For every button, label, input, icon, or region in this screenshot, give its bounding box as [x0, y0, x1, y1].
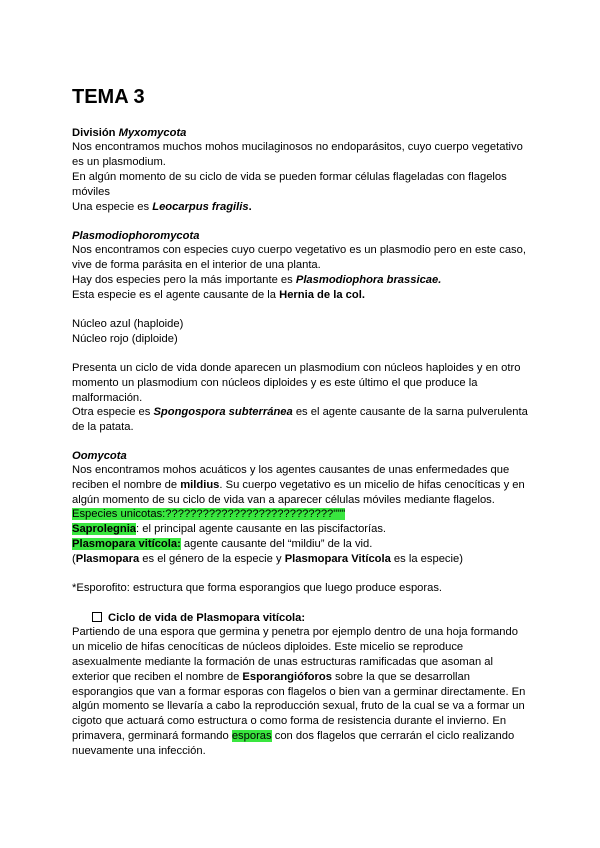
paragraph-line: Nos encontramos con especies cuyo cuerpo vegetativo es un plasmodio pero en este caso, [72, 244, 526, 256]
text: primavera, germinará formando [72, 730, 232, 742]
highlight: esporas [231, 730, 272, 742]
paragraph-line: esporangios que van a formar esporas con flagelos o bien van a germinar directamente. En [72, 686, 526, 698]
text: Otra especie es [72, 406, 154, 418]
text: : el principal agente causante en las piscifactorías. [136, 523, 387, 535]
species-highlight: Plasmopara vitícola: [72, 538, 181, 550]
bold-term: mildius [180, 479, 220, 491]
paragraph-line: algún momento se llevaría a cabo la reproducción sexual, fruto de la cual se va a formar un [72, 700, 525, 712]
text: Hay dos especies pero la más importante es [72, 274, 296, 286]
checklist-label: Ciclo de vida de Plasmopara vitícola: [108, 612, 306, 624]
text: reciben el nombre de [72, 479, 181, 491]
paragraph-line: momento un plasmodium con núcleos diploides y es este último el que produce la [72, 377, 478, 389]
paragraph-line [72, 288, 365, 302]
species-highlight: Saprolegnia [72, 523, 137, 535]
paragraph-line [72, 537, 372, 551]
checklist-item-ciclo [92, 611, 305, 625]
paragraph-line [72, 670, 470, 684]
paragraph-line: un micelio de hifas cenocíticas de núcleos diploides. Este micelio se reproduce [72, 641, 464, 653]
paragraph-line: nuevamente una infección. [72, 745, 206, 757]
species-name: Spongospora subterránea [153, 406, 293, 418]
paragraph-line [72, 729, 514, 743]
paragraph-line: móviles [72, 186, 110, 198]
section-heading-plasmodiophoromycota: Plasmodiophoromycota [72, 230, 200, 242]
paragraph-line: Núcleo rojo (diploide) [72, 333, 178, 345]
paragraph-line: Nos encontramos mohos acuáticos y los agentes causantes de unas enfermedades que [72, 464, 510, 476]
highlight: Especies unicotas:???????????????????????????""" [72, 508, 346, 520]
paragraph-line [72, 478, 525, 492]
text: . [248, 201, 252, 213]
paragraph-line [72, 273, 441, 287]
text: exterior que reciben el nombre de [72, 671, 243, 683]
page-title: TEMA 3 [72, 86, 145, 108]
bold-term: Esporangióforos [242, 671, 332, 683]
footnote-esporofito: *Esporofito: estructura que forma esporangios que luego produce esporas. [72, 582, 443, 594]
bold-term: Plasmopara [75, 553, 140, 565]
paragraph-line: Núcleo azul (haploide) [72, 318, 184, 330]
section-heading-myxomycota [72, 126, 186, 140]
paragraph-line: Presenta un ciclo de vida donde aparecen un plasmodium con núcleos haploides y en otro [72, 362, 521, 374]
text: agente causante del “mildiu” de la vid. [180, 538, 373, 550]
highlighted-line [72, 507, 345, 521]
paragraph-line: de la patata. [72, 421, 134, 433]
paragraph-line [72, 405, 528, 419]
species-name: Plasmodiophora brassicae. [295, 274, 442, 286]
text: sobre la que se desarrollan [331, 671, 470, 683]
heading-italic: Myxomycota [118, 127, 187, 139]
paragraph-line: vive de forma parásita en el interior de una planta. [72, 259, 321, 271]
paragraph-line [72, 200, 252, 214]
disease-name: Hernia de la col. [279, 289, 365, 301]
text: es la especie) [390, 553, 463, 565]
paragraph-line [72, 552, 463, 566]
paragraph-line: algún momento de su ciclo de vida van a aparecer células móviles mediante flagelos. [72, 494, 495, 506]
paragraph-line: Partiendo de una espora que germina y penetra por ejemplo dentro de una hoja formando [72, 626, 518, 638]
paragraph-line: cigoto que actuará como estructura o como forma de resistencia durante el invierno. En [72, 715, 507, 727]
text: con dos flagelos que cerrarán el ciclo realizando [271, 730, 515, 742]
species-name: Leocarpus fragilis [152, 201, 249, 213]
paragraph-line [72, 522, 386, 536]
text: Esta especie es el agente causante de la [72, 289, 280, 301]
paragraph-line: asexualmente mediante la formación de unas estructuras ramificadas que asoman al [72, 656, 494, 668]
heading-prefix: División [72, 127, 119, 139]
paragraph-line: es un plasmodium. [72, 156, 166, 168]
section-heading-oomycota: Oomycota [72, 450, 127, 462]
bold-term: Plasmopara Vitícola [284, 553, 391, 565]
paragraph-line: En algún momento de su ciclo de vida se pueden formar células flageladas con flagelos [72, 171, 507, 183]
text: ( [72, 553, 76, 565]
text: es el género de la especie y [139, 553, 285, 565]
checkbox-icon[interactable] [92, 612, 102, 622]
paragraph-line: Nos encontramos muchos mohos mucilaginosos no endoparásitos, cuyo cuerpo vegetativo [72, 141, 523, 153]
text: es el agente causante de la sarna pulverulenta [292, 406, 528, 418]
text: . Su cuerpo vegetativo es un micelio de hifas cenocíticas y en [219, 479, 525, 491]
text: Una especie es [72, 201, 153, 213]
paragraph-line: malformación. [72, 392, 143, 404]
